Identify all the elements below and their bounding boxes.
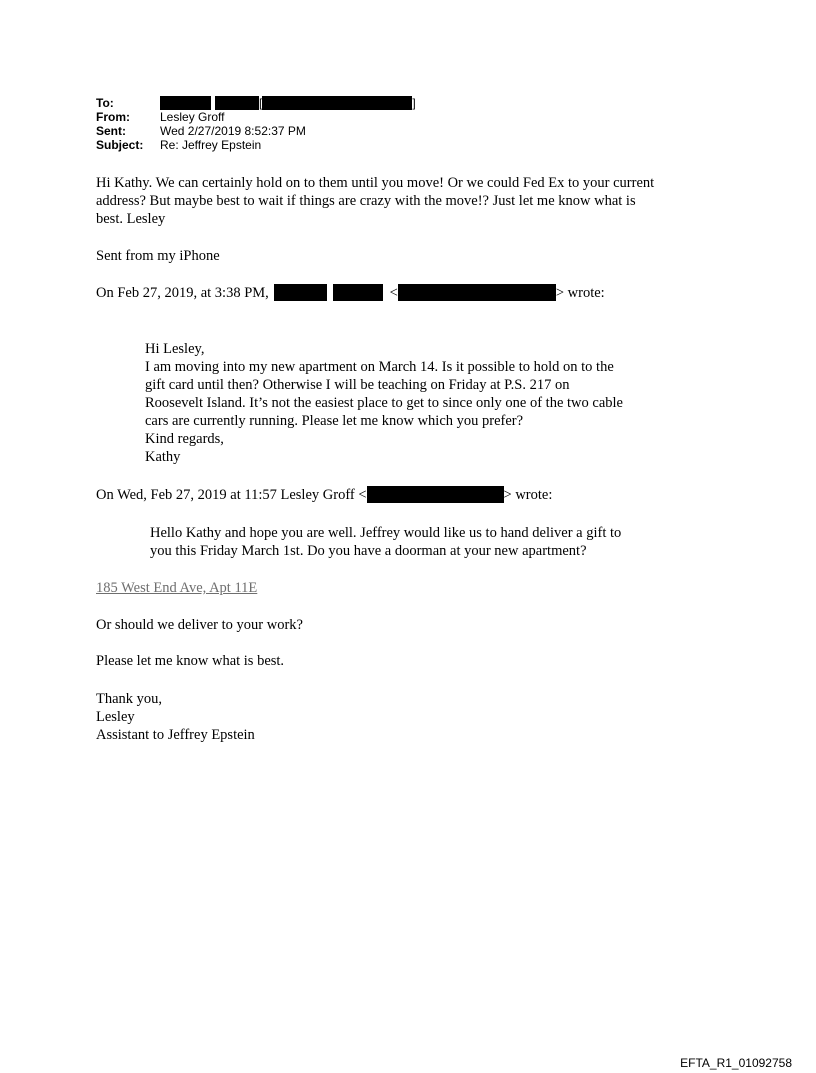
subject-row bbox=[96, 138, 416, 152]
quote1-attribution-lt: < bbox=[389, 285, 398, 301]
document-id: EFTA_R1_01092758 bbox=[680, 1056, 792, 1070]
reply-line: best. Lesley bbox=[96, 211, 166, 227]
quote1-line: Roosevelt Island. It’s not the easiest place to get to since only one of the two cable bbox=[145, 395, 623, 411]
quote2-attribution-suffix: > wrote: bbox=[503, 487, 553, 503]
quote2-line: Hello Kathy and hope you are well. Jeffrey would like us to hand deliver a gift to bbox=[150, 525, 622, 541]
quote2-line: you this Friday March 1st. Do you have a doorman at your new apartment? bbox=[150, 543, 587, 559]
quote1-line: gift card until then? Otherwise I will be teaching on Friday at P.S. 217 on bbox=[145, 377, 570, 393]
quote1-line: cars are currently running. Please let me know which you prefer? bbox=[145, 413, 524, 429]
quote2-attribution bbox=[96, 486, 552, 504]
to-bracket-close: ] bbox=[412, 96, 416, 110]
email-header bbox=[96, 96, 416, 152]
redaction-box bbox=[274, 284, 327, 301]
quote1-line: Hi Lesley, bbox=[145, 341, 205, 357]
from-value: Lesley Groff bbox=[160, 110, 225, 124]
reply-line: Hi Kathy. We can certainly hold on to them until you move! Or we could Fed Ex to your current bbox=[96, 175, 655, 191]
to-label: To: bbox=[96, 96, 114, 110]
sent-row bbox=[96, 124, 416, 138]
reply-line: address? But maybe best to wait if things are crazy with the move!? Just let me know what is bbox=[96, 193, 636, 209]
redaction-box bbox=[333, 284, 383, 301]
address-link[interactable]: 185 West End Ave, Apt 11E bbox=[96, 580, 258, 596]
quote1-attribution bbox=[96, 284, 605, 302]
reply-signature: Sent from my iPhone bbox=[96, 248, 220, 264]
redaction-box bbox=[398, 284, 556, 301]
subject-label: Subject: bbox=[96, 138, 144, 152]
closing-line: Thank you, bbox=[96, 691, 163, 707]
quote1-attribution-suffix: > wrote: bbox=[555, 285, 605, 301]
from-row bbox=[96, 110, 416, 124]
quote1-line: Kind regards, bbox=[145, 431, 224, 447]
subject-value: Re: Jeffrey Epstein bbox=[160, 138, 262, 152]
to-row bbox=[96, 96, 416, 110]
quote2-request: Please let me know what is best. bbox=[96, 653, 285, 669]
quote2-question: Or should we deliver to your work? bbox=[96, 617, 303, 633]
quote2-closing bbox=[96, 690, 255, 744]
sent-value: Wed 2/27/2019 8:52:37 PM bbox=[160, 124, 306, 138]
quote1-line: I am moving into my new apartment on March 14. Is it possible to hold on to the bbox=[145, 359, 614, 375]
redaction-box bbox=[262, 96, 412, 110]
quote2-body bbox=[150, 524, 621, 560]
redaction-box bbox=[160, 96, 211, 110]
quote1-line: Kathy bbox=[145, 449, 181, 465]
quote1-body bbox=[145, 340, 623, 466]
reply-body bbox=[96, 174, 654, 228]
from-label: From: bbox=[96, 110, 130, 124]
quote2-attribution-prefix: On Wed, Feb 27, 2019 at 11:57 Lesley Groff < bbox=[96, 487, 367, 503]
closing-line: Assistant to Jeffrey Epstein bbox=[96, 727, 255, 743]
redaction-box bbox=[367, 486, 504, 503]
to-bracket-open: [ bbox=[259, 96, 263, 110]
sent-label: Sent: bbox=[96, 124, 126, 138]
redaction-box bbox=[215, 96, 259, 110]
closing-line: Lesley bbox=[96, 709, 135, 725]
quote1-attribution-prefix: On Feb 27, 2019, at 3:38 PM, bbox=[96, 285, 269, 301]
